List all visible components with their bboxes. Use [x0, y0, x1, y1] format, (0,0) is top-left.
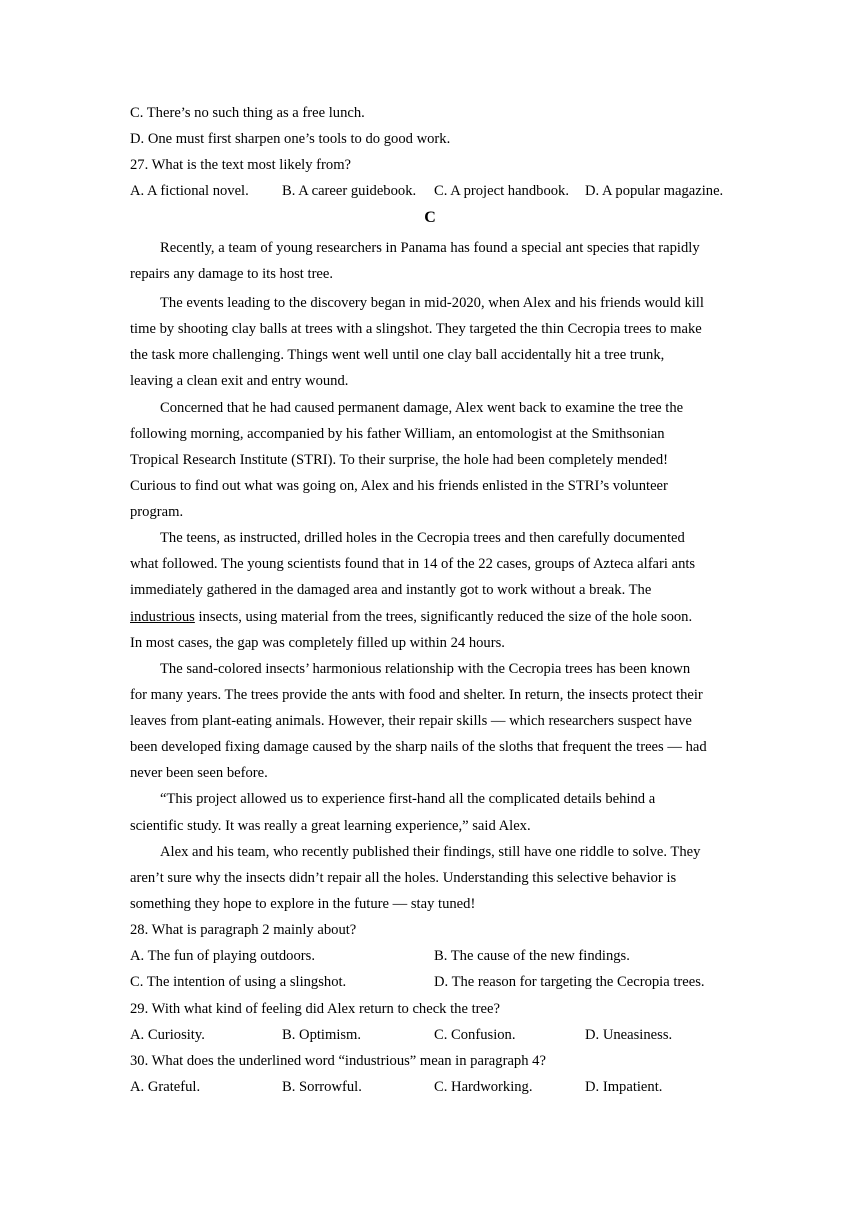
q27-option-d: D. A popular magazine. [585, 183, 724, 199]
q29-option-d: D. Uneasiness. [585, 1027, 673, 1043]
question-29: 29. With what kind of feeling did Alex return to check the tree? [130, 1001, 500, 1017]
q30-option-a: A. Grateful. [130, 1079, 201, 1095]
passage-line [130, 607, 692, 627]
passage-line: for many years. The trees provide the ants with food and shelter. In return, the insects protect their [130, 687, 703, 703]
question-27: 27. What is the text most likely from? [130, 157, 352, 173]
q28-option-b: B. The cause of the new findings. [434, 948, 630, 964]
passage-line: The teens, as instructed, drilled holes in the Cecropia trees and then carefully documented [160, 530, 685, 546]
passage-line-rest: insects, using material from the trees, significantly reduced the size of the hole soon. [194, 609, 693, 625]
passage-line: program. [130, 504, 184, 520]
q29-option-c: C. Confusion. [434, 1027, 516, 1043]
question-30: 30. What does the underlined word “industrious” mean in paragraph 4? [130, 1053, 546, 1069]
q29-option-a: A. Curiosity. [130, 1027, 205, 1043]
passage-line: scientific study. It was really a great learning experience,” said Alex. [130, 818, 531, 834]
q30-option-d: D. Impatient. [585, 1079, 663, 1095]
underlined-word: industrious [130, 609, 195, 625]
passage-line: been developed fixing damage caused by the sharp nails of the sloths that frequent the trees — had [130, 739, 707, 755]
passage-line: leaving a clean exit and entry wound. [130, 373, 349, 389]
passage-line: something they hope to explore in the future — stay tuned! [130, 896, 476, 912]
passage-line: “This project allowed us to experience first-hand all the complicated details behind a [160, 791, 656, 807]
passage-line: The sand-colored insects’ harmonious relationship with the Cecropia trees has been known [160, 661, 691, 677]
option-d-prev: D. One must first sharpen one’s tools to do good work. [130, 131, 451, 147]
section-label: C [424, 209, 436, 226]
option-c-prev: C. There’s no such thing as a free lunch. [130, 105, 365, 121]
passage-line: The events leading to the discovery began in mid-2020, when Alex and his friends would kill [160, 295, 704, 311]
passage-line: Tropical Research Institute (STRI). To their surprise, the hole had been completely mended! [130, 452, 668, 468]
passage-line: Concerned that he had caused permanent damage, Alex went back to examine the tree the [160, 400, 684, 416]
q28-option-a: A. The fun of playing outdoors. [130, 948, 315, 964]
passage-line: Curious to find out what was going on, Alex and his friends enlisted in the STRI’s volunteer [130, 478, 668, 494]
question-28: 28. What is paragraph 2 mainly about? [130, 922, 357, 938]
passage-line: aren’t sure why the insects didn’t repair all the holes. Understanding this selective behavior is [130, 870, 677, 886]
passage-line: following morning, accompanied by his father William, an entomologist at the Smithsonian [130, 426, 665, 442]
q27-option-b: B. A career guidebook. [282, 183, 417, 199]
passage-line: time by shooting clay balls at trees with a slingshot. They targeted the thin Cecropia trees to make [130, 321, 702, 337]
passage-line: repairs any damage to its host tree. [130, 266, 334, 282]
passage-line: Alex and his team, who recently published their findings, still have one riddle to solve. They [160, 844, 701, 860]
q29-option-b: B. Optimism. [282, 1027, 362, 1043]
passage-line: Recently, a team of young researchers in Panama has found a special ant species that rapidly [160, 240, 700, 256]
q28-option-d: D. The reason for targeting the Cecropia trees. [434, 974, 705, 990]
passage-line: In most cases, the gap was completely filled up within 24 hours. [130, 635, 505, 651]
passage-line: never been seen before. [130, 765, 268, 781]
q27-option-c: C. A project handbook. [434, 183, 569, 199]
q30-option-b: B. Sorrowful. [282, 1079, 362, 1095]
q27-option-a: A. A fictional novel. [130, 183, 249, 199]
passage-line: what followed. The young scientists found that in 14 of the 22 cases, groups of Azteca alfari ants [130, 556, 696, 572]
passage-line: the task more challenging. Things went well until one clay ball accidentally hit a tree trunk, [130, 347, 665, 363]
q28-option-c: C. The intention of using a slingshot. [130, 974, 347, 990]
q30-option-c: C. Hardworking. [434, 1079, 533, 1095]
passage-line: leaves from plant-eating animals. However, their repair skills — which researchers suspect have [130, 713, 692, 729]
passage-line: immediately gathered in the damaged area and instantly got to work without a break. The [130, 582, 652, 598]
